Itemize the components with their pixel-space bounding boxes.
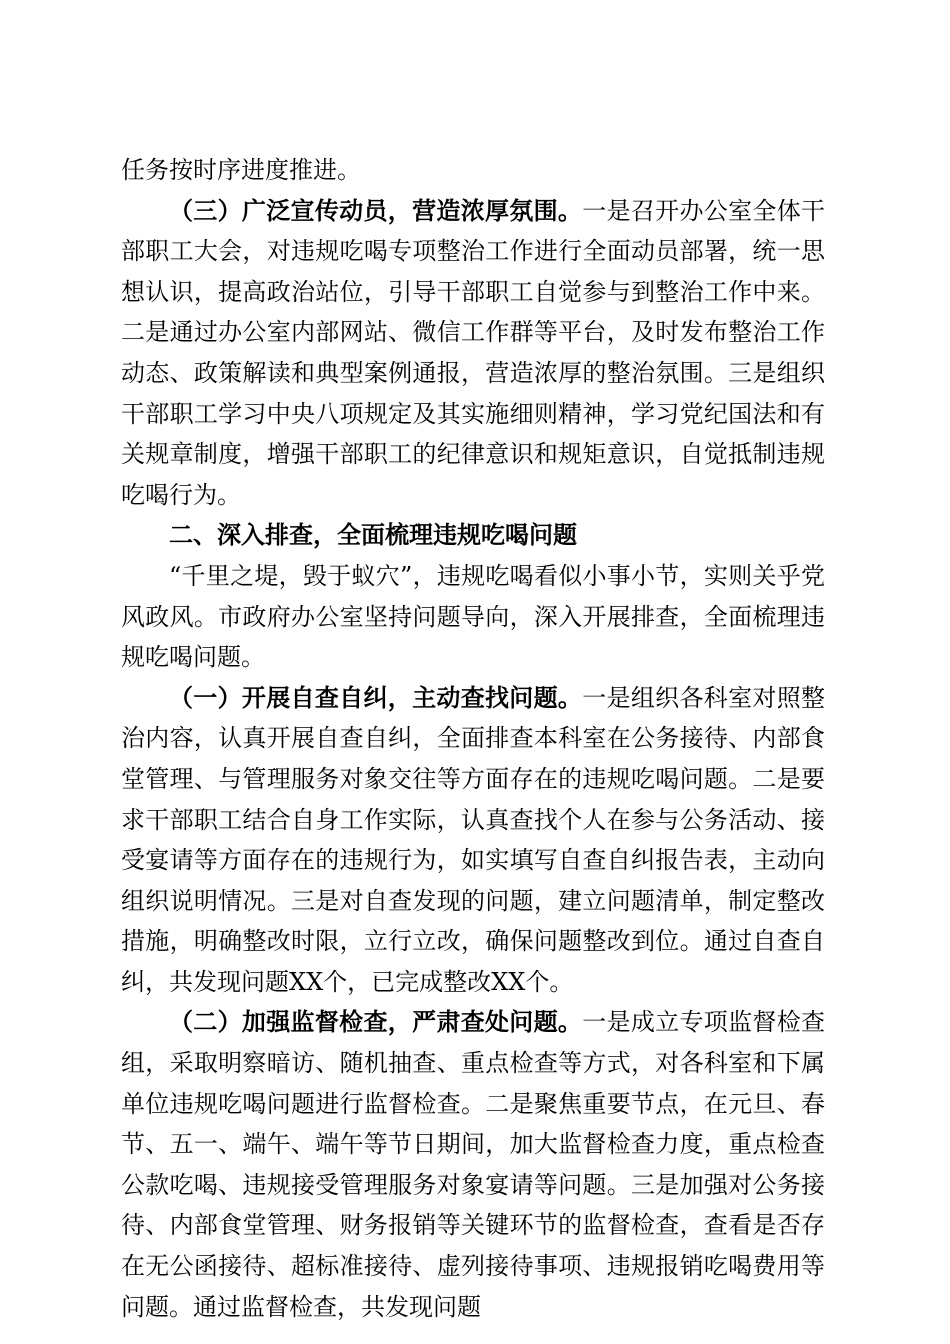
- paragraph-text: 一是召开办公室全体干部职工大会，对违规吃喝专项整治工作进行全面动员部署，统一思想认识，提高政治站位，引导干部职工自觉参与到整治工作中来。二是通过办公室内部网站、微信工作群等平台，及时发布整治工作动态、政策解读和典型案例通报，营造浓厚的整治氛围。三是组织干部职工学习中央八项规定及其实施细则精神，学习党纪国法和有关规章制度，增强干部职工的纪律意识和规矩意识，自觉抵制违规吃喝行为。: [121, 196, 826, 509]
- paragraph-lead: （二）加强监督检查，严肃查处问题。: [169, 1007, 583, 1037]
- paragraph-supervision: [121, 1002, 825, 1327]
- paragraph-continuation: 任务按时序进度推进。: [121, 156, 361, 184]
- paragraph-text: 一是组织各科室对照整治内容，认真开展自查自纠，全面排查本科室在公务接待、内部食堂管理、与管理服务对象交往等方面存在的违规吃喝问题。二是要求干部职工结合自身工作实际，认真查找个人在参与公务活动、接受宴请等方面存在的违规行为，如实填写自查自纠报告表，主动向组织说明情况。三是对自查发现的问题，建立问题清单，制定整改措施，明确整改时限，立行立改，确保问题整改到位。通过自查自纠，共发现问题XX个，已完成整改XX个。: [121, 683, 826, 996]
- paragraph-lead: （三）广泛宣传动员，营造浓厚氛围。: [169, 195, 583, 225]
- paragraph-intro: “千里之堤，毁于蚁穴”，违规吃喝看似小事小节，实则关乎党风政风。市政府办公室坚持问题导向，深入开展排查，全面梳理违规吃喝问题。: [121, 561, 825, 672]
- paragraph-text: 一是成立专项监督检查组，采取明察暗访、随机抽查、重点检查等方式，对各科室和下属单位违规吃喝问题进行监督检查。二是聚焦重要节点，在元旦、春节、五一、端午、端午等节日期间，加大监督检查力度，重点检查公款吃喝、违规接受管理服务对象宴请等问题。三是加强对公务接待、内部食堂管理、财务报销等关键环节的监督检查，查看是否存在无公函接待、超标准接待、虚列接待事项、违规报销吃喝费用等问题。通过监督检查，共发现问题: [121, 1008, 826, 1321]
- paragraph-lead: （一）开展自查自纠，主动查找问题。: [169, 682, 583, 712]
- paragraph-self-check: [121, 678, 825, 1003]
- paragraph-publicity: [121, 191, 825, 516]
- section-heading: 二、深入排查，全面梳理违规吃喝问题: [169, 521, 577, 550]
- document-body: [121, 150, 825, 1327]
